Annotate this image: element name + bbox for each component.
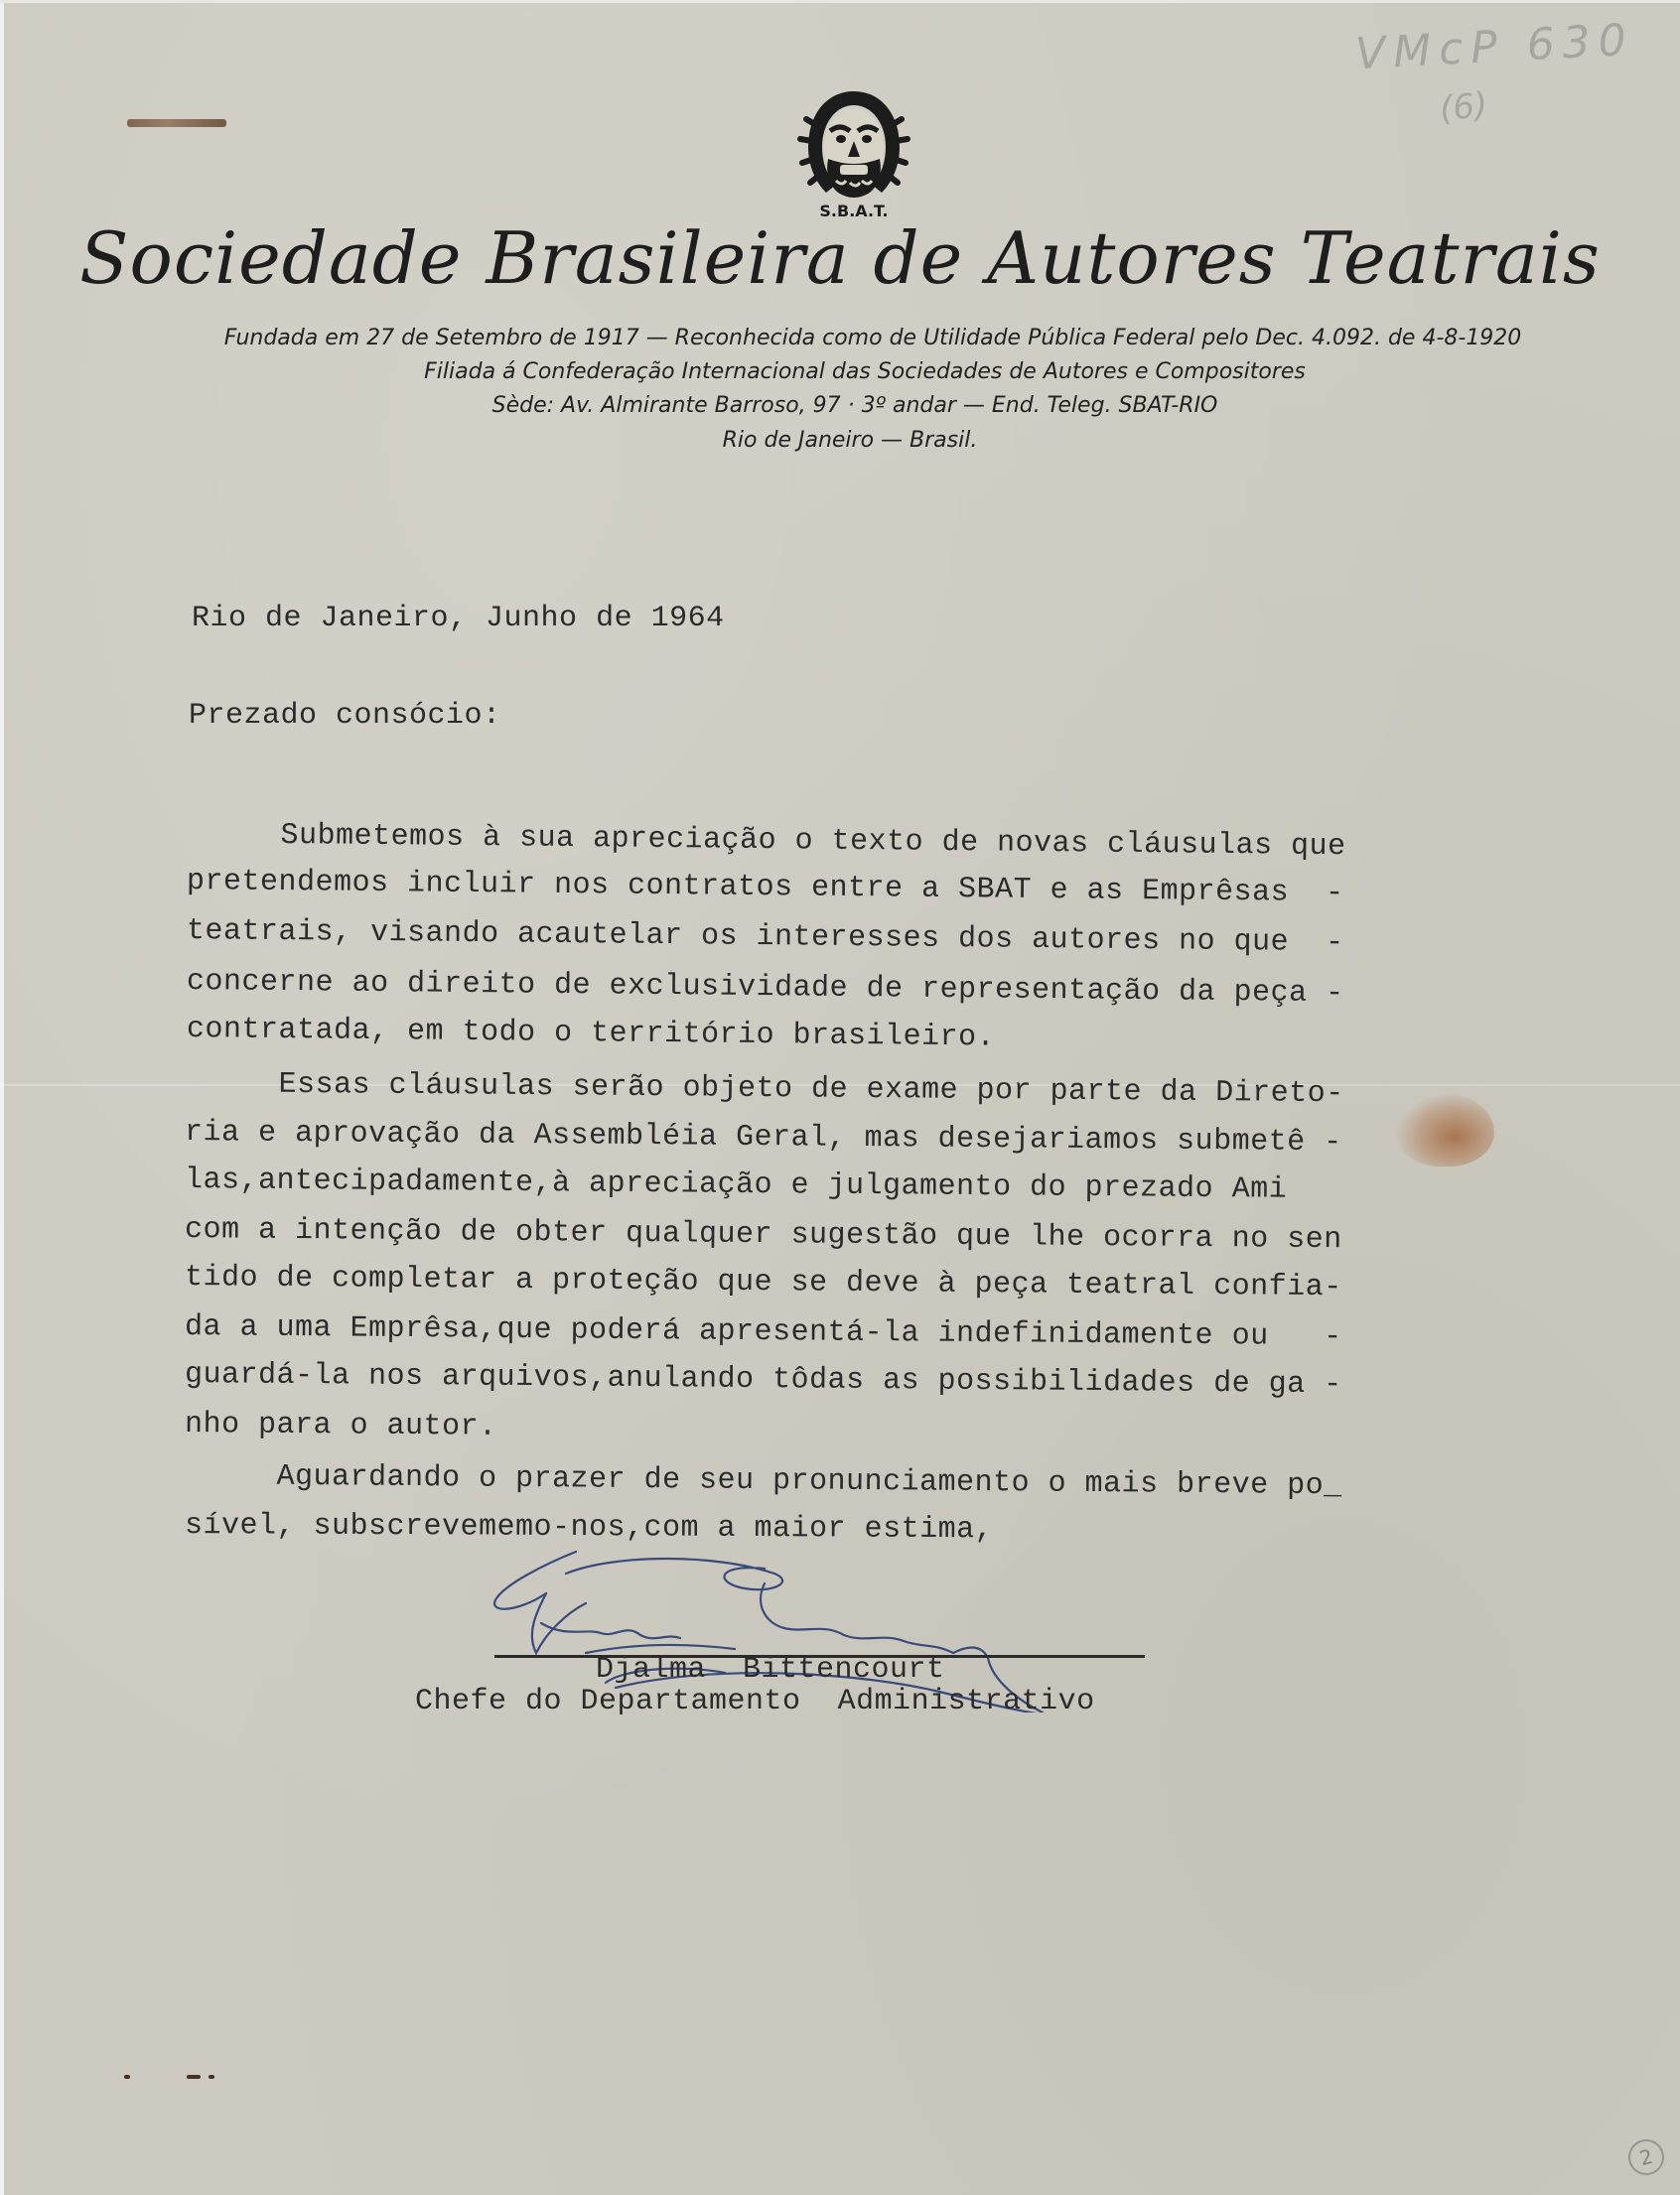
page-edge — [0, 0, 1680, 3]
paragraph-line: las,antecipadamente,à apreciação e julgamento do prezado Ami — [184, 1164, 1288, 1207]
paragraph-line: Submetemos à sua apreciação o texto de novas cláusulas que — [188, 818, 1346, 865]
paragraph-line: pretendemos incluir nos contratos entre a SBAT e as Emprêsas - — [186, 865, 1344, 911]
paragraph-line: guardá-la nos arquivos,anulando tôdas as possibilidades de ga - — [184, 1358, 1342, 1403]
logo-initials: S.B.A.T. — [819, 202, 889, 220]
staple-mark — [127, 119, 226, 127]
ink-speck — [187, 2075, 201, 2079]
page-number-stamp: 2 — [1624, 2135, 1668, 2179]
rust-stain — [1395, 1092, 1494, 1166]
paragraph-line: contratada, em todo o território brasileiro. — [186, 1013, 996, 1055]
letterhead-founding-line: Fundada em 27 de Setembro de 1917 — Reconhecida como de Utilidade Pública Federal pelo Dec. 4.092. de 4-8-1920 — [223, 326, 1522, 350]
signatory-name: Djalma Bittencourt — [596, 1653, 945, 1687]
letterhead-address-line: Sède: Av. Almirante Barroso, 97 · 3º andar — End. Teleg. SBAT-RIO — [491, 393, 1218, 418]
society-name-heading: Sociedade Brasileira de Autores Teatrais — [79, 216, 1601, 300]
paragraph-line: nho para o autor. — [184, 1408, 497, 1444]
ink-speck — [124, 2075, 130, 2079]
theatre-mask-logo-icon — [796, 85, 911, 222]
ink-speck — [209, 2075, 214, 2079]
paragraph-line: teatrais, visando acautelar os interesses dos autores no que - — [186, 914, 1344, 961]
paragraph-line: tido de completar a proteção que se deve à peça teatral confia- — [184, 1261, 1342, 1305]
paragraph-line: com a intenção de obter qualquer sugestão que lhe ocorra no sen — [184, 1213, 1342, 1258]
paragraph-line: concerne ao direito de exclusividade de representação da peça - — [186, 965, 1344, 1012]
paragraph-line: Essas cláusulas serão objeto de exame por parte da Direto- — [186, 1067, 1344, 1112]
paragraph-line: Aguardando o prazer de seu pronunciamento o mais breve po_ — [184, 1459, 1342, 1504]
date-line: Rio de Janeiro, Junho de 1964 — [192, 602, 725, 635]
paragraph-line: ria e aprovação da Assembléia Geral, mas desejariamos submetê - — [184, 1116, 1342, 1161]
archive-sub-reference: (6) — [1438, 84, 1490, 130]
letterhead-affiliation-line: Filiada á Confederação Internacional das Sociedades de Autores e Compositores — [424, 359, 1306, 384]
archive-reference: VMcP 630 — [1353, 14, 1635, 80]
paragraph-line: sível, subscrevememo-nos,com a maior estima, — [184, 1509, 994, 1548]
letterhead-city-line: Rio de Janeiro — Brasil. — [722, 428, 978, 453]
signatory-title: Chefe do Departamento Administrativo — [415, 1685, 1095, 1718]
salutation: Prezado consócio: — [189, 699, 501, 733]
paragraph-line: da a uma Emprêsa,que poderá apresentá-la indefinidamente ou - — [184, 1310, 1342, 1355]
